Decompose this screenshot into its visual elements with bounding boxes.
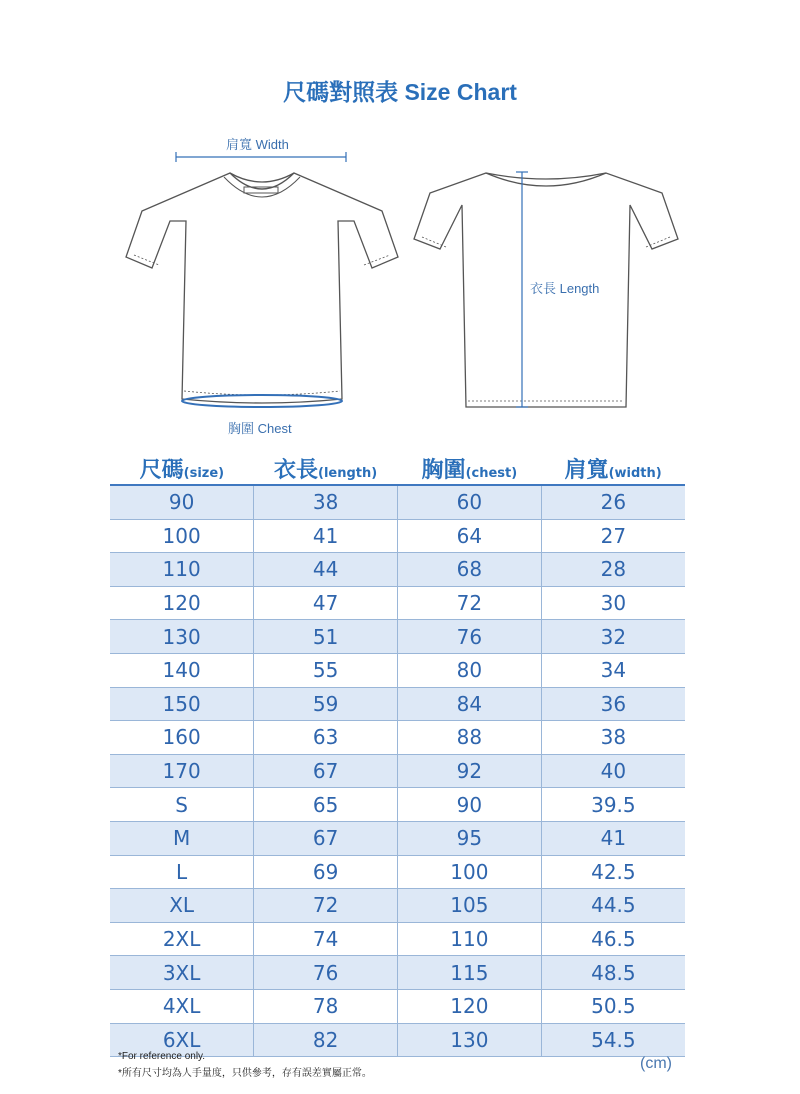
table-row bbox=[110, 989, 685, 1023]
header-length: 衣長(length) bbox=[254, 452, 398, 485]
width-measure-line bbox=[176, 152, 346, 162]
cell-width: 50.5 bbox=[541, 989, 685, 1023]
cell-size: 150 bbox=[110, 687, 254, 721]
note-line-1: *For reference only. bbox=[118, 1051, 206, 1062]
table-row bbox=[110, 586, 685, 620]
cell-width: 40 bbox=[541, 754, 685, 788]
cell-size: 90 bbox=[110, 485, 254, 519]
table-row bbox=[110, 754, 685, 788]
cell-chest: 64 bbox=[398, 519, 542, 553]
cell-size: 130 bbox=[110, 620, 254, 654]
cell-chest: 95 bbox=[398, 821, 542, 855]
cell-width: 38 bbox=[541, 721, 685, 755]
table-row bbox=[110, 687, 685, 721]
cell-width: 27 bbox=[541, 519, 685, 553]
cell-width: 46.5 bbox=[541, 922, 685, 956]
length-label: 衣長 Length bbox=[530, 281, 600, 296]
cell-width: 26 bbox=[541, 485, 685, 519]
tshirt-front-icon bbox=[126, 173, 398, 403]
cell-size: S bbox=[110, 788, 254, 822]
cell-width: 36 bbox=[541, 687, 685, 721]
cell-size: 160 bbox=[110, 721, 254, 755]
cell-width: 41 bbox=[541, 821, 685, 855]
cell-size: 100 bbox=[110, 519, 254, 553]
cell-size: L bbox=[110, 855, 254, 889]
cell-length: 76 bbox=[254, 956, 398, 990]
cell-width: 54.5 bbox=[541, 1023, 685, 1057]
cell-width: 34 bbox=[541, 653, 685, 687]
cell-chest: 92 bbox=[398, 754, 542, 788]
cell-length: 55 bbox=[254, 653, 398, 687]
cell-length: 63 bbox=[254, 721, 398, 755]
cell-length: 72 bbox=[254, 889, 398, 923]
table-row bbox=[110, 485, 685, 519]
cell-length: 67 bbox=[254, 754, 398, 788]
cell-length: 82 bbox=[254, 1023, 398, 1057]
cell-chest: 68 bbox=[398, 553, 542, 587]
cell-chest: 72 bbox=[398, 586, 542, 620]
tshirt-diagram bbox=[0, 125, 800, 445]
header-chest: 胸圍(chest) bbox=[398, 452, 542, 485]
table-row bbox=[110, 889, 685, 923]
cell-length: 69 bbox=[254, 855, 398, 889]
cell-length: 47 bbox=[254, 586, 398, 620]
table-row bbox=[110, 956, 685, 990]
cell-chest: 130 bbox=[398, 1023, 542, 1057]
table-header-row bbox=[110, 452, 685, 485]
cell-size: 140 bbox=[110, 653, 254, 687]
table-row bbox=[110, 553, 685, 587]
cell-length: 51 bbox=[254, 620, 398, 654]
cell-size: 120 bbox=[110, 586, 254, 620]
footnotes bbox=[118, 1048, 372, 1082]
cell-length: 78 bbox=[254, 989, 398, 1023]
page-title: 尺碼對照表 Size Chart bbox=[283, 79, 517, 105]
table-row bbox=[110, 620, 685, 654]
cell-size: 170 bbox=[110, 754, 254, 788]
cell-chest: 76 bbox=[398, 620, 542, 654]
unit-label: (cm) bbox=[640, 1055, 672, 1072]
cell-chest: 120 bbox=[398, 989, 542, 1023]
cell-size: XL bbox=[110, 889, 254, 923]
cell-width: 44.5 bbox=[541, 889, 685, 923]
cell-chest: 84 bbox=[398, 687, 542, 721]
cell-chest: 88 bbox=[398, 721, 542, 755]
cell-chest: 110 bbox=[398, 922, 542, 956]
cell-length: 38 bbox=[254, 485, 398, 519]
cell-size: 110 bbox=[110, 553, 254, 587]
cell-size: 6XL bbox=[110, 1023, 254, 1057]
cell-chest: 100 bbox=[398, 855, 542, 889]
cell-size: 3XL bbox=[110, 956, 254, 990]
cell-length: 41 bbox=[254, 519, 398, 553]
cell-length: 67 bbox=[254, 821, 398, 855]
table-row bbox=[110, 721, 685, 755]
cell-length: 65 bbox=[254, 788, 398, 822]
table-row bbox=[110, 788, 685, 822]
cell-chest: 115 bbox=[398, 956, 542, 990]
cell-width: 39.5 bbox=[541, 788, 685, 822]
cell-size: 2XL bbox=[110, 922, 254, 956]
size-table bbox=[110, 452, 685, 1057]
table-row bbox=[110, 653, 685, 687]
cell-width: 30 bbox=[541, 586, 685, 620]
cell-width: 42.5 bbox=[541, 855, 685, 889]
cell-width: 32 bbox=[541, 620, 685, 654]
cell-length: 59 bbox=[254, 687, 398, 721]
table-row bbox=[110, 855, 685, 889]
cell-chest: 90 bbox=[398, 788, 542, 822]
chest-label: 胸圍 Chest bbox=[228, 421, 292, 436]
note-line-2: *所有尺寸均為人手量度，只供參考，存有誤差實屬正常。 bbox=[118, 1068, 372, 1079]
header-size: 尺碼(size) bbox=[110, 452, 254, 485]
cell-width: 48.5 bbox=[541, 956, 685, 990]
width-label: 肩寬 Width bbox=[226, 137, 289, 152]
table-row bbox=[110, 821, 685, 855]
cell-length: 44 bbox=[254, 553, 398, 587]
cell-width: 28 bbox=[541, 553, 685, 587]
table-row bbox=[110, 519, 685, 553]
cell-chest: 60 bbox=[398, 485, 542, 519]
table-row bbox=[110, 922, 685, 956]
cell-chest: 105 bbox=[398, 889, 542, 923]
cell-size: 4XL bbox=[110, 989, 254, 1023]
header-width: 肩寬(width) bbox=[541, 452, 685, 485]
cell-size: M bbox=[110, 821, 254, 855]
cell-length: 74 bbox=[254, 922, 398, 956]
cell-chest: 80 bbox=[398, 653, 542, 687]
